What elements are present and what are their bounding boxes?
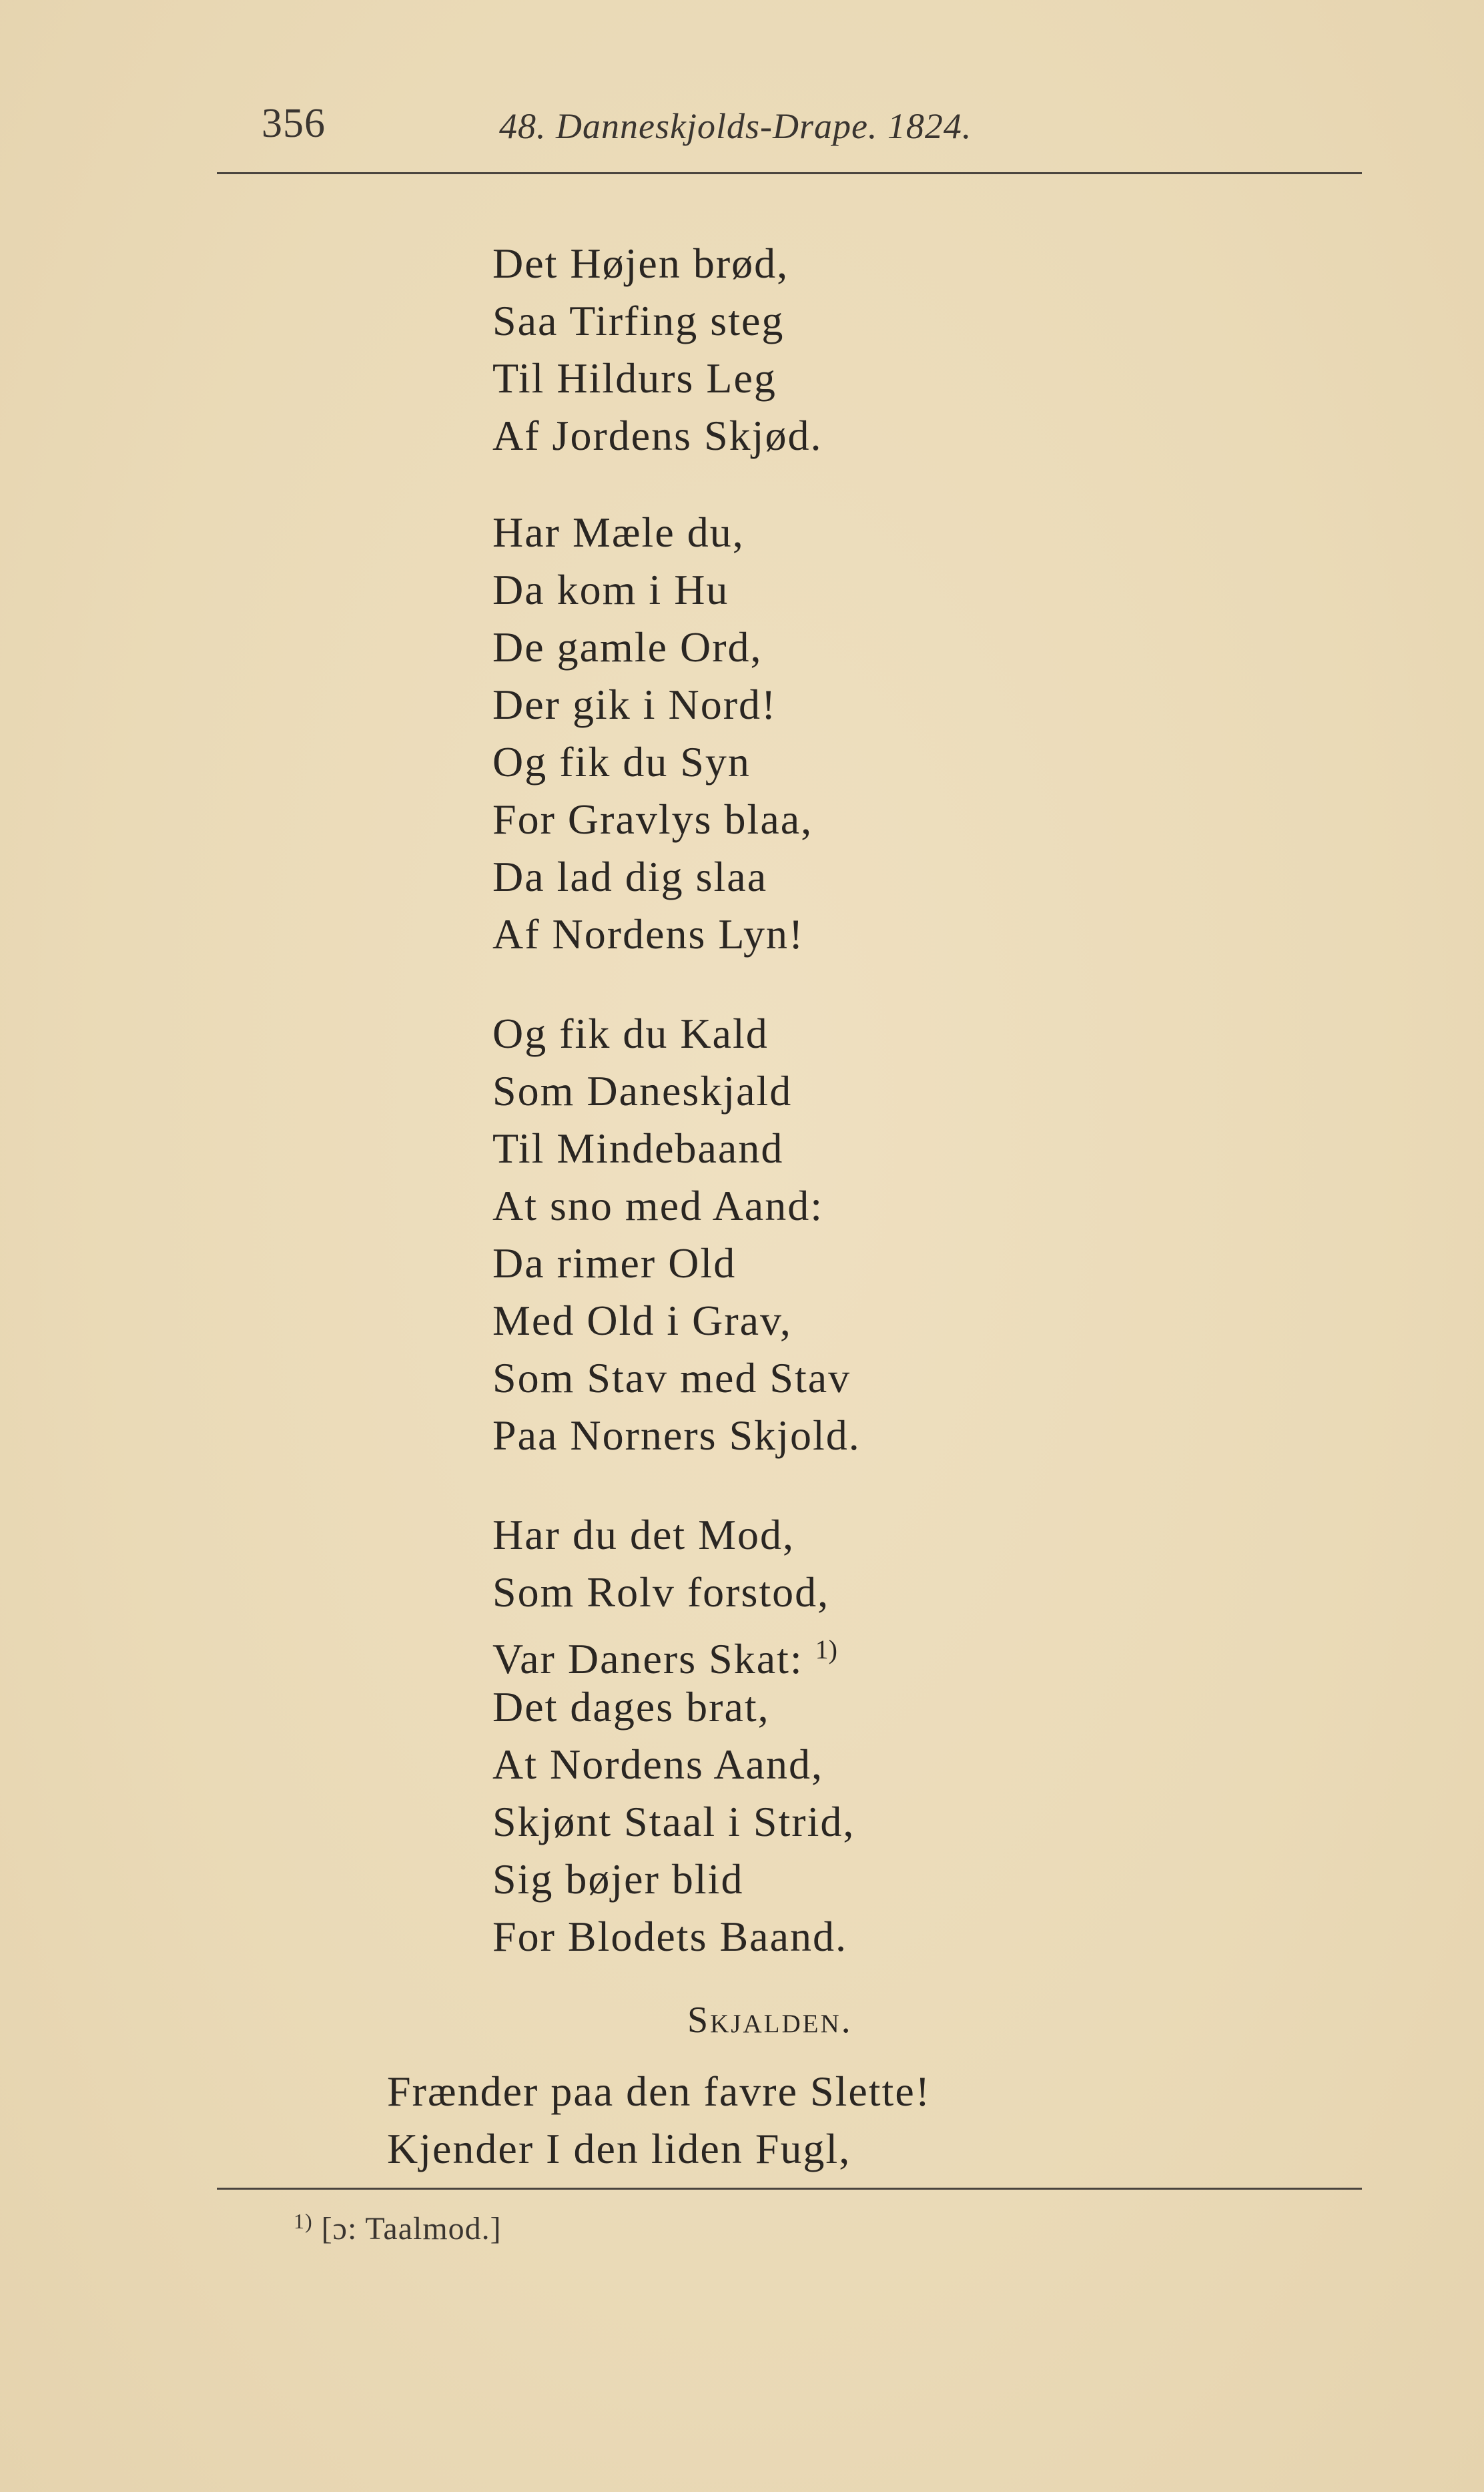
verse-line: De gamle Ord, (492, 623, 763, 671)
verse-line: Det Højen brød, (492, 240, 789, 287)
header-rule (217, 172, 1362, 174)
verse-line: Da kom i Hu (492, 566, 729, 613)
verse-line: Da lad dig slaa (492, 853, 768, 900)
verse-line: At sno med Aand: (492, 1182, 823, 1229)
verse-line: Som Rolv forstod, (492, 1568, 830, 1616)
verse-line: At Nordens Aand, (492, 1741, 823, 1788)
verse-line: Og fik du Kald (492, 1010, 769, 1057)
verse-line: Har Mæle du, (492, 509, 745, 556)
verse-line: Der gik i Nord! (492, 681, 777, 728)
closing-verse (387, 2063, 931, 2178)
verse-line: For Gravlys blaa, (492, 796, 813, 843)
verse-line: Det dages brat, (492, 1683, 770, 1731)
verse-line: Da rimer Old (492, 1239, 737, 1287)
verse-line: Som Stav med Stav (492, 1354, 851, 1401)
verse-line: Af Jordens Skjød. (492, 412, 823, 459)
verse-line: Saa Tirfing steg (492, 297, 785, 344)
stanza-3 (492, 1005, 861, 1464)
footnote (294, 2209, 502, 2247)
verse-line: Med Old i Grav, (492, 1297, 792, 1344)
verse-line: Til Hildurs Leg (492, 354, 777, 402)
verse-line: Skjønt Staal i Strid, (492, 1798, 855, 1845)
footnote-text: [ɔ: Taalmod.] (321, 2211, 502, 2246)
verse-line: Har du det Mod, (492, 1511, 795, 1558)
footnote-mark: 1) (294, 2209, 313, 2233)
verse-text: Var Daners Skat: (492, 1635, 803, 1682)
speaker-heading: Skjalden. (687, 1999, 853, 2041)
footnote-rule (217, 2188, 1362, 2190)
page-number: 356 (262, 101, 326, 146)
stanza-2 (492, 504, 813, 963)
verse-line: Sig bøjer blid (492, 1855, 744, 1903)
verse-line: Af Nordens Lyn! (492, 910, 805, 958)
footnote-reference: 1) (815, 1634, 837, 1664)
verse-line: Frænder paa den favre Slette! (387, 2068, 932, 2115)
verse-line: Kjender I den liden Fugl, (387, 2125, 851, 2172)
verse-line-with-footnote (492, 1621, 855, 1682)
verse-line: Paa Norners Skjold. (492, 1412, 861, 1459)
verse-line: Som Daneskjald (492, 1067, 793, 1115)
stanza-1 (492, 235, 822, 464)
verse-line: For Blodets Baand. (492, 1913, 847, 1960)
running-head: 48. Danneskjolds-Drape. 1824. (499, 106, 972, 146)
verse-line: Og fik du Syn (492, 738, 751, 786)
stanza-4 (492, 1506, 855, 1965)
verse-line: Til Mindebaand (492, 1125, 784, 1172)
